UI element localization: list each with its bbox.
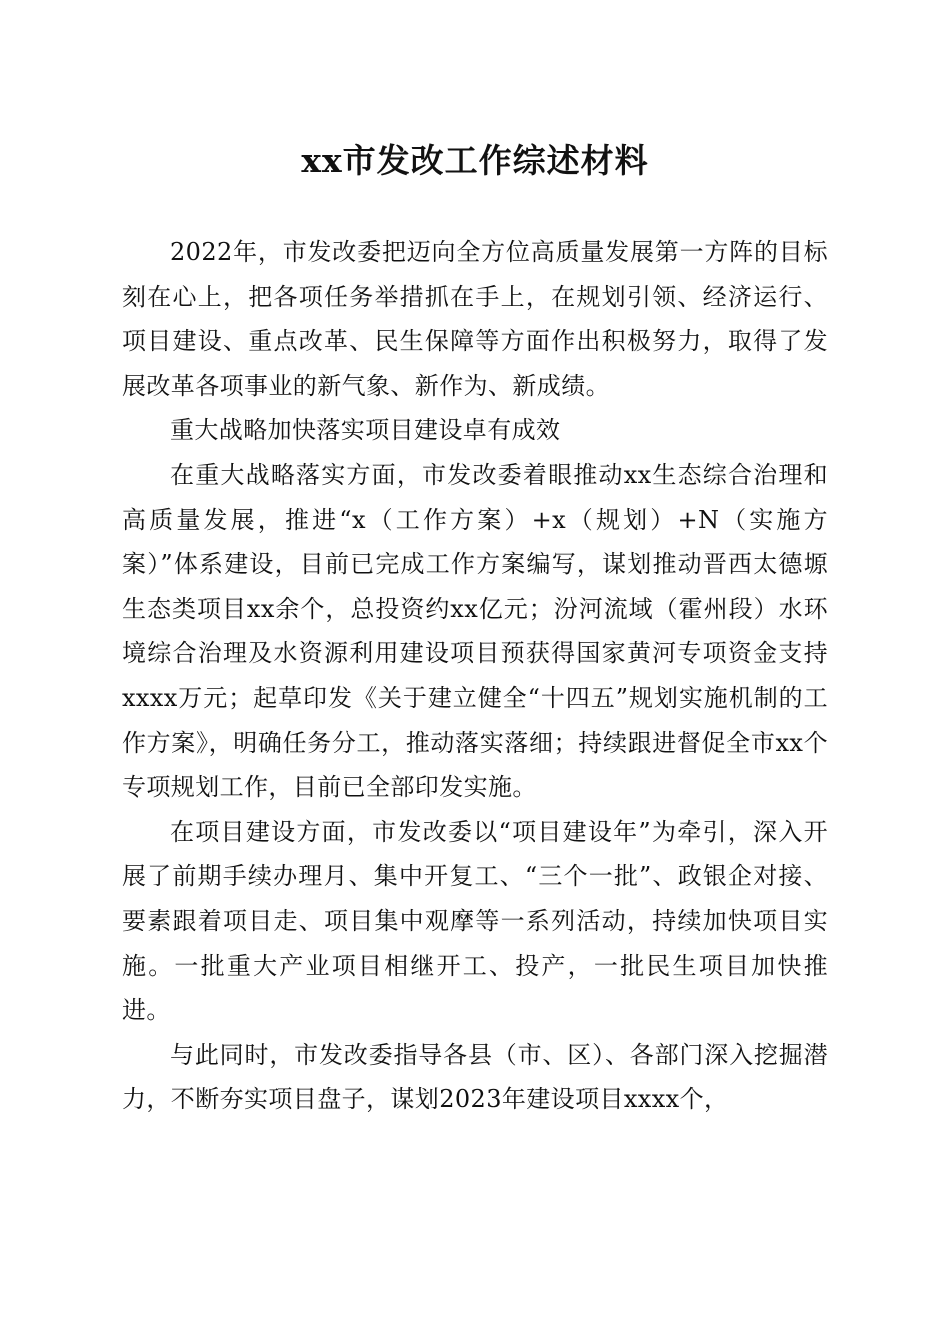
section-heading: 重大战略加快落实项目建设卓有成效 bbox=[170, 416, 561, 445]
intro-paragraph: 2022年，市发改委把迈向全方位高质量发展第一方阵的目标刻在心上，把各项任务举措抓在手上，在规划引领、经济运行、项目建设、重点改革、民生保障等方面作出积极努力，取得了发展改革各项事业的新气象、新作为、新成绩。 bbox=[122, 238, 828, 400]
planning-paragraph: 与此同时，市发改委指导各县（市、区）、各部门深入挖掘潜力，不断夯实项目盘子，谋划2023年建设项目xxxx个， bbox=[122, 1040, 828, 1114]
strategy-paragraph: 在重大战略落实方面，市发改委着眼推动xx生态综合治理和高质量发展，推进“x（工作方案）+x（规划）+N（实施方案）”体系建设，目前已完成工作方案编写，谋划推动晋西太德塬生态类项目xx余个，总投资约xx亿元；汾河流域（霍州段）水环境综合治理及水资源利用建设项目预获得国家黄河专项资金支持xxxx万元；起草印发《关于建立健全“十四五”规划实施机制的工作方案》，明确任务分工，推动落实落细；持续跟进督促全市xx个专项规划工作，目前已全部印发实施。 bbox=[122, 460, 828, 802]
document-body bbox=[122, 230, 828, 1122]
document-title: xx市发改工作综述材料 bbox=[301, 141, 649, 180]
project-paragraph: 在项目建设方面，市发改委以“项目建设年”为牵引，深入开展了前期手续办理月、集中开复工、“三个一批”、政银企对接、要素跟着项目走、项目集中观摩等一系列活动，持续加快项目实施。一批重大产业项目相继开工、投产，一批民生项目加快推进。 bbox=[122, 817, 828, 1025]
